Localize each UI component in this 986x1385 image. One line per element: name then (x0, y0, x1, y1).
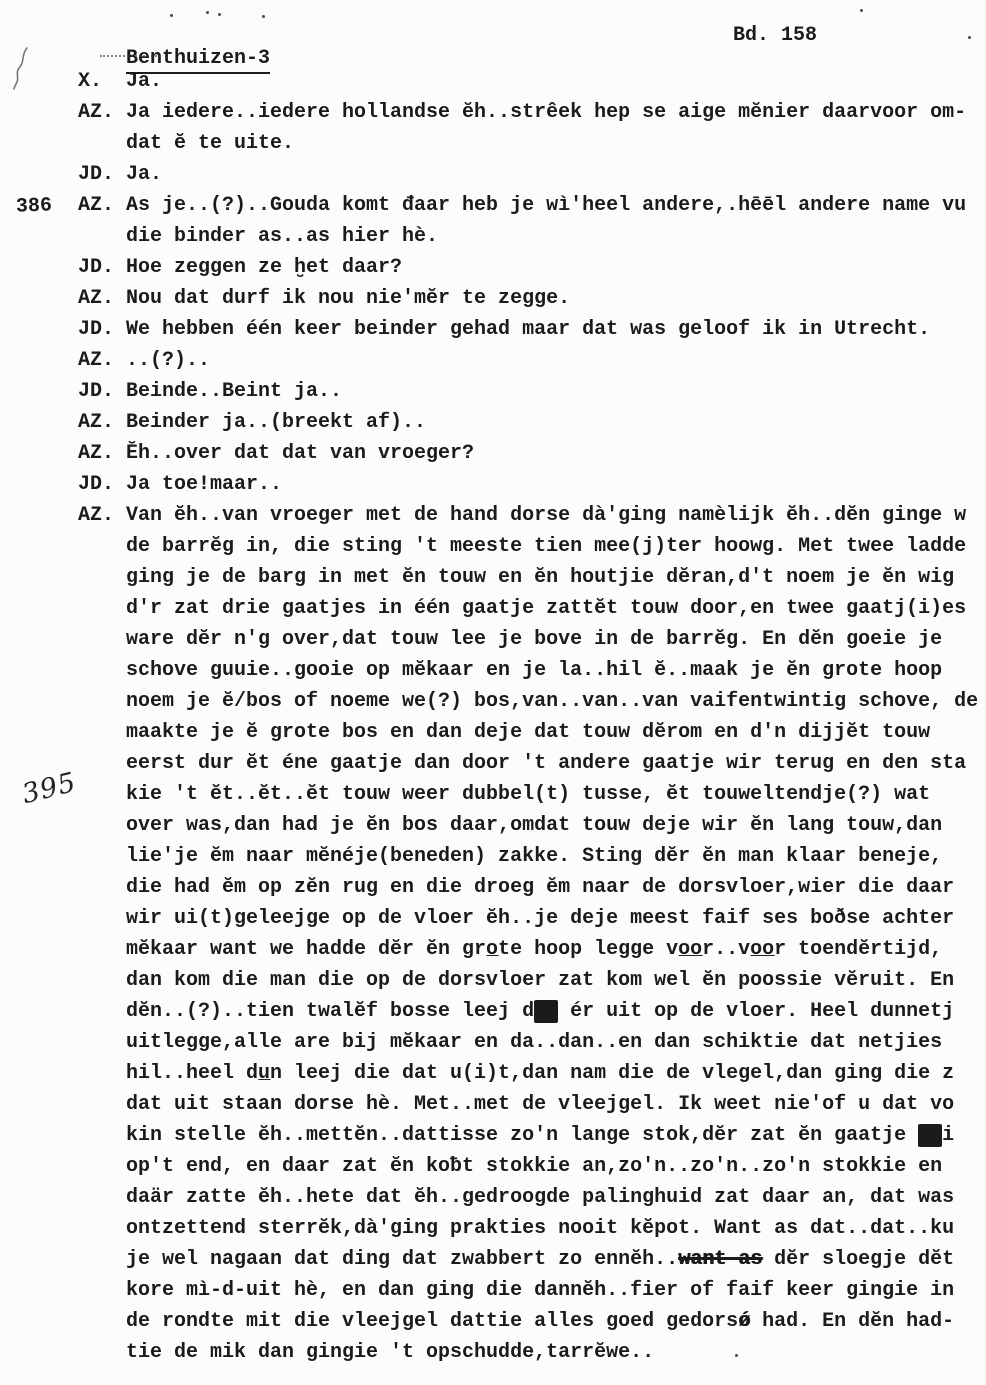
volume-label: Bd. 158 (733, 24, 818, 47)
line-text: wir ui(t)geleejge op de vloer ĕh..je deje meest faif ses boðse achter (126, 907, 955, 930)
line-text: Ja. (126, 163, 163, 186)
line-text: ..(?).. (126, 349, 211, 372)
transcript-line (78, 1058, 986, 1089)
line-text: kie 't ĕt..ĕt..ĕt touw weer dubbel(t) tusse, ĕt touweltendje(?) wat (126, 783, 931, 806)
transcript-line (78, 1027, 986, 1058)
transcript-line (78, 66, 986, 97)
document-title: Benthuizen-3 (126, 47, 270, 74)
transcript-line (78, 1244, 986, 1275)
ink-mark (12, 46, 32, 90)
line-text: Ja iedere..iedere hollandse ĕh..strêek hep se aige mĕnier daarvoor om- (126, 101, 967, 124)
line-text: dat ĕ te uite. (126, 132, 295, 155)
line-text: lie'je ĕm naar mĕnéje(beneden) zakke. Sting dĕr ĕn man klaar beneje, (126, 845, 943, 868)
line-text: noem je ĕ/bos of noeme we(?) bos,van..van..van vaifentwintig schove, de (126, 690, 979, 713)
transcript-line (78, 1275, 986, 1306)
line-text: de barrĕg in, die sting 't meeste tien mee(j)ter hoowg. Met twee ladde (126, 535, 967, 558)
line-text: As je..(?)..Gouda komt đaar heb je wì'heel andere,.hēēl andere name vu (126, 194, 967, 217)
speaker-label: JD. (78, 318, 115, 341)
speaker-label: JD. (78, 163, 115, 186)
line-text: ging je de barg in met ĕn touw en ĕn houtjie dĕran,d't noem je ĕn wig (126, 566, 955, 589)
transcript-line (78, 655, 986, 686)
transcript-line (78, 717, 986, 748)
transcript-line (78, 159, 986, 190)
transcript-line (78, 128, 986, 159)
line-text: dĕn..(?)..tien twalĕf bosse leej dae ér uit op de vloer. Heel dunnetj (126, 1000, 955, 1023)
line-text: de rondte mit die vleejgel dattie alles goed gedorsǿ had. En dĕn had- (126, 1310, 955, 1333)
line-text: die binder as..as hier hè. (126, 225, 439, 248)
line-text: kore mì-d-uit hè, en dan ging die dannĕh..fier of faif keer gingie in (126, 1279, 955, 1302)
transcript-line (78, 1120, 986, 1151)
speaker-label: AZ. (78, 504, 115, 527)
transcript-line (78, 903, 986, 934)
transcript-line (78, 283, 986, 314)
speck (860, 9, 863, 12)
transcript-line (78, 252, 986, 283)
transcript-line (78, 593, 986, 624)
speaker-label: AZ. (78, 101, 115, 124)
line-text: maakte je ĕ grote bos en dan deje dat touw dĕrom en d'n dijjĕt touw (126, 721, 931, 744)
speaker-label: X. (78, 70, 103, 93)
line-text: tie de mik dan gingie 't opschudde,tarrĕwe.. (126, 1341, 655, 1364)
transcript-line (78, 872, 986, 903)
transcript-line (78, 686, 986, 717)
speaker-label: AZ. (78, 442, 115, 465)
transcript-line (78, 500, 986, 531)
transcript-line (15, 190, 986, 221)
line-text: kin stelle ĕh..mettĕn..dattisse zo'n lange stok,dĕr zat ĕn gaatje mpi (126, 1124, 955, 1147)
line-text: uitlegge,alle are bij mĕkaar en da..dan..en dan schiktie dat netjies (126, 1031, 943, 1054)
transcript-line (78, 97, 986, 128)
transcript-line (78, 934, 986, 965)
transcript-line (78, 221, 986, 252)
transcript-line (19, 766, 986, 811)
transcript-line (78, 531, 986, 562)
transcript (15, 66, 986, 1368)
line-text: Ja. (126, 70, 163, 93)
transcript-line (78, 407, 986, 438)
transcript-line (78, 1182, 986, 1213)
transcript-line (78, 996, 986, 1027)
transcript-line (78, 1151, 986, 1182)
line-text: daär zatte ĕh..hete dat ĕh..gedroogde palinghuid zat daar an, dat was (126, 1186, 955, 1209)
transcript-line (78, 1337, 986, 1368)
margin-number: 395 (19, 766, 80, 811)
transcript-line (78, 748, 986, 779)
transcript-line (78, 1306, 986, 1337)
transcript-line (78, 624, 986, 655)
speaker-label: AZ. (78, 349, 115, 372)
line-text: Ĕh..over dat dat van vroeger? (126, 442, 475, 465)
transcript-line (78, 810, 986, 841)
line-text: eerst dur ĕt éne gaatje dan door 't andere gaatje wir terug en den sta (126, 752, 967, 775)
line-text: Nou dat durf ik nou nie'mĕr te zegge. (126, 287, 571, 310)
line-text: We hebben één keer beinder gehad maar dat was geloof ik in Utrecht. (126, 318, 931, 341)
line-text: Ja toe!maar.. (126, 473, 283, 496)
line-text: Beinde..Beint ja.. (126, 380, 343, 403)
speaker-label: AZ. (78, 287, 115, 310)
speaker-label: JD. (78, 380, 115, 403)
transcript-line (78, 841, 986, 872)
page-header (78, 24, 986, 70)
transcript-line (78, 1089, 986, 1120)
line-text: die had ĕm op zĕn rug en die droeg ĕm naar de dorsvloer,wier die daar (126, 876, 955, 899)
transcript-line (78, 314, 986, 345)
transcript-line (78, 469, 986, 500)
line-text: over was,dan had je ĕn bos daar,omdat touw deje wir ĕn lang touw,dan (126, 814, 943, 837)
speaker-label: JD. (78, 473, 115, 496)
speaker-label: AZ. (78, 194, 115, 217)
speaker-label: AZ. (78, 411, 115, 434)
line-text: dat uit staan dorse hè. Met..met de vleejgel. Ik weet nie'of u dat vo (126, 1093, 955, 1116)
line-text: Beinder ja..(breekt af).. (126, 411, 427, 434)
transcript-line (78, 376, 986, 407)
line-text: ware dĕr n'g over,dat touw lee je bove in de barrĕg. En dĕn goeie je (126, 628, 943, 651)
line-text: op't end, en daar zat ĕn koƀt stokkie an,zo'n..zo'n..zo'n stokkie en (126, 1155, 943, 1178)
line-text: d'r zat drie gaatjes in één gaatje zattĕt touw door,en twee gaatj(i)es (126, 597, 967, 620)
speck (218, 13, 221, 16)
speck (206, 11, 209, 14)
speaker-label: JD. (78, 256, 115, 279)
line-text: ontzettend sterrĕk,dà'ging prakties nooit kĕpot. Want as dat..dat..ku (126, 1217, 955, 1240)
line-text: Hoe zeggen ze ḫet daar? (126, 256, 403, 279)
transcript-line (78, 965, 986, 996)
transcript-line (78, 562, 986, 593)
line-text: hil..heel du̲n leej die dat u(i)t,dan nam die de vlegel,dan ging die z (126, 1062, 955, 1085)
line-text: Van ĕh..van vroeger met de hand dorse dà'ging namèlijk ĕh..dĕn ginge w (126, 504, 967, 527)
transcript-line (78, 345, 986, 376)
line-text: mĕkaar want we hadde dĕr ĕn gro̲te hoop legge vo̲o̲r..vo̲o̲r toendĕrtijd, (126, 938, 943, 961)
transcript-line (78, 438, 986, 469)
line-text: schove guuie..gooie op mĕkaar en je la..hil ĕ..maak je ĕn grote hoop (126, 659, 943, 682)
transcript-line (78, 1213, 986, 1244)
line-text: dan kom die man die op de dorsvloer zat kom wel ĕn poossie vĕruit. En (126, 969, 955, 992)
speck (262, 15, 265, 18)
margin-number: 386 (15, 194, 53, 219)
line-text: je wel nagaan dat ding dat zwabbert zo ennĕh..want as dĕr sloegje dĕt (126, 1248, 955, 1271)
speck (170, 14, 173, 17)
